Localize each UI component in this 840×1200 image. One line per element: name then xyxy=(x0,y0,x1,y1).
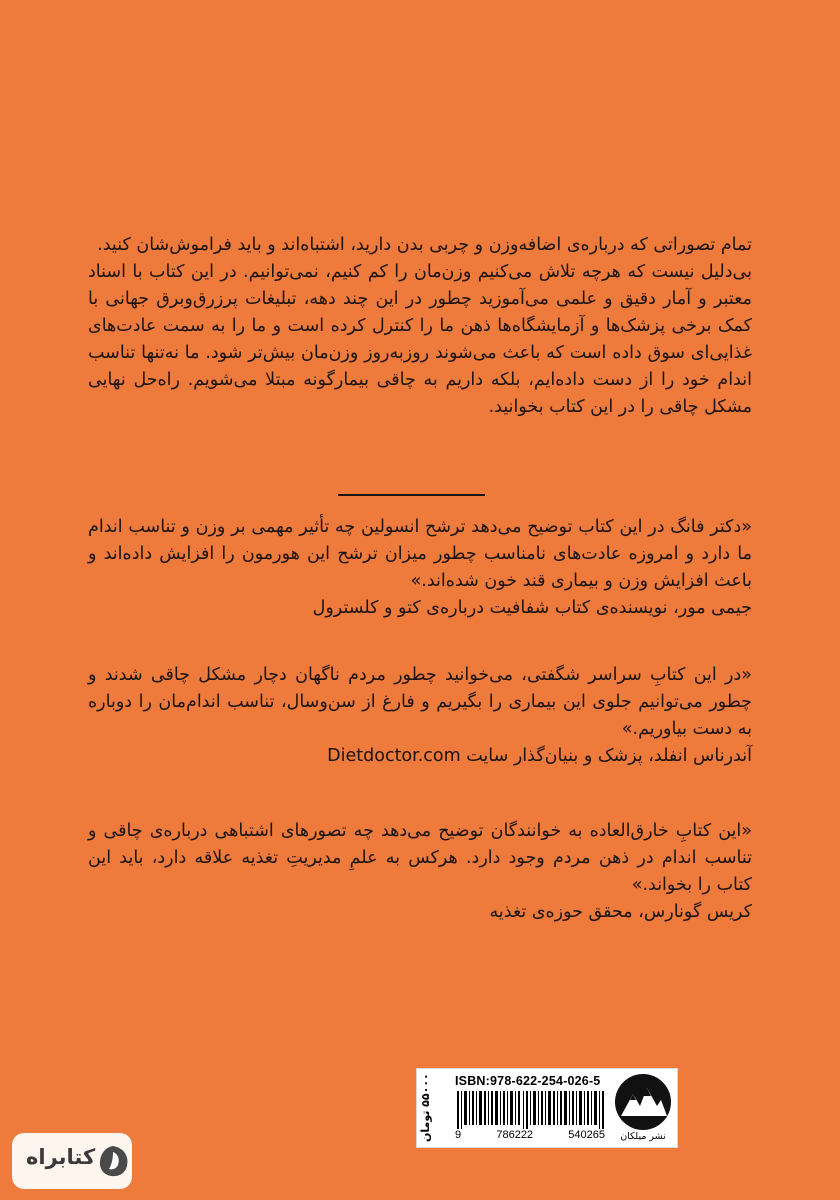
blurb-intro xyxy=(88,232,752,421)
watermark-badge xyxy=(12,1133,132,1189)
barcode-digits-left: 786222 xyxy=(496,1129,534,1141)
section-divider xyxy=(338,494,485,496)
publisher-name: نشر میلکان xyxy=(620,1131,666,1142)
endorsement-attribution: کریس گونارس، محقق حوزه‌ی تغذیه xyxy=(489,902,752,922)
blurb-paragraph-2: بی‌دلیل نیست که هرچه تلاش می‌کنیم وزن‌مان را کم کنیم، نمی‌توانیم. در این کتاب با اسناد معتبر و آمار دقیق و علمی می‌آموزید چطور در این چند دهه، تبلیغات پرزرق‌وبرق جهانی با کمک برخی پزشک‌ها و آزمایشگاه‌ها ذهن ما را کنترل کرده است و ما را به سمت عادت‌های غذایی‌ای سوق داده است که باعث می‌شوند روزبه‌روز وزن‌مان بیش‌تر شود. ما نه‌تنها تناسب اندام خود را از دست داده‌ایم، بلکه داریم به چاقی بیمارگونه مبتلا می‌شویم. راه‌حل نهایی مشکل چاقی را در این کتاب بخوانید. xyxy=(88,262,752,417)
endorsement-quote: «در این کتابِ سراسر شگفتی، می‌خوانید چطور مردم ناگهان دچار مشکل چاقی شدند و چطور می‌توانیم جلوی این بیماری را بگیریم و فارغ از سن‌وسال، تناسب اندام‌مان را دوباره به دست بیاوریم.» xyxy=(88,665,752,739)
endorsement-quote: «این کتابِ خارق‌العاده به خوانندگان توضیح می‌دهد چه تصورهای اشتباهی درباره‌ی چاقی و تناسب اندام در ذهن مردم وجود دارد. هرکس به علمِ مدیریتِ تغذیه علاقه دارد، باید این کتاب را بخواند.» xyxy=(88,821,752,895)
endorsement-attribution: آندرناس انفلد، پزشک و بنیان‌گذار سایت Dietdoctor.com xyxy=(327,746,752,766)
endorsement-3 xyxy=(88,818,752,926)
barcode-digits-right: 540265 xyxy=(568,1129,605,1141)
barcode-bars xyxy=(457,1091,605,1129)
watermark-text: کتابراه xyxy=(26,1145,96,1169)
isbn-barcode-sticker xyxy=(416,1068,678,1148)
endorsement-2 xyxy=(88,662,752,770)
endorsement-quote: «دکتر فانگ در این کتاب توضیح می‌دهد ترشح انسولین چه تأثیر مهمی بر وزن و تناسب اندام ما دارد و امروزه عادت‌های نامناسب چطور میزان ترشح این هورمون را افزایش داده‌اند و باعث افزایش وزن و بیماری قند خون شده‌اند.» xyxy=(88,517,752,591)
barcode-digit-lead: 9 xyxy=(455,1129,462,1141)
endorsement-attribution: جیمی مور، نویسنده‌ی کتاب شفافیت درباره‌ی کتو و کلسترول xyxy=(312,598,752,618)
endorsement-1 xyxy=(88,514,752,622)
mountain-peaks-icon xyxy=(613,1072,673,1132)
isbn-text: ISBN:978-622-254-026-5 xyxy=(455,1074,601,1088)
blurb-paragraph-1: تمام تصوراتی که درباره‌ی اضافه‌وزن و چربی بدن دارید، اشتباه‌اند و باید فراموش‌شان کنید. xyxy=(97,235,752,255)
barcode-digits xyxy=(455,1129,605,1141)
leaf-icon xyxy=(94,1142,132,1180)
price-label: ۵۵۰۰۰ تومان xyxy=(419,1073,432,1143)
